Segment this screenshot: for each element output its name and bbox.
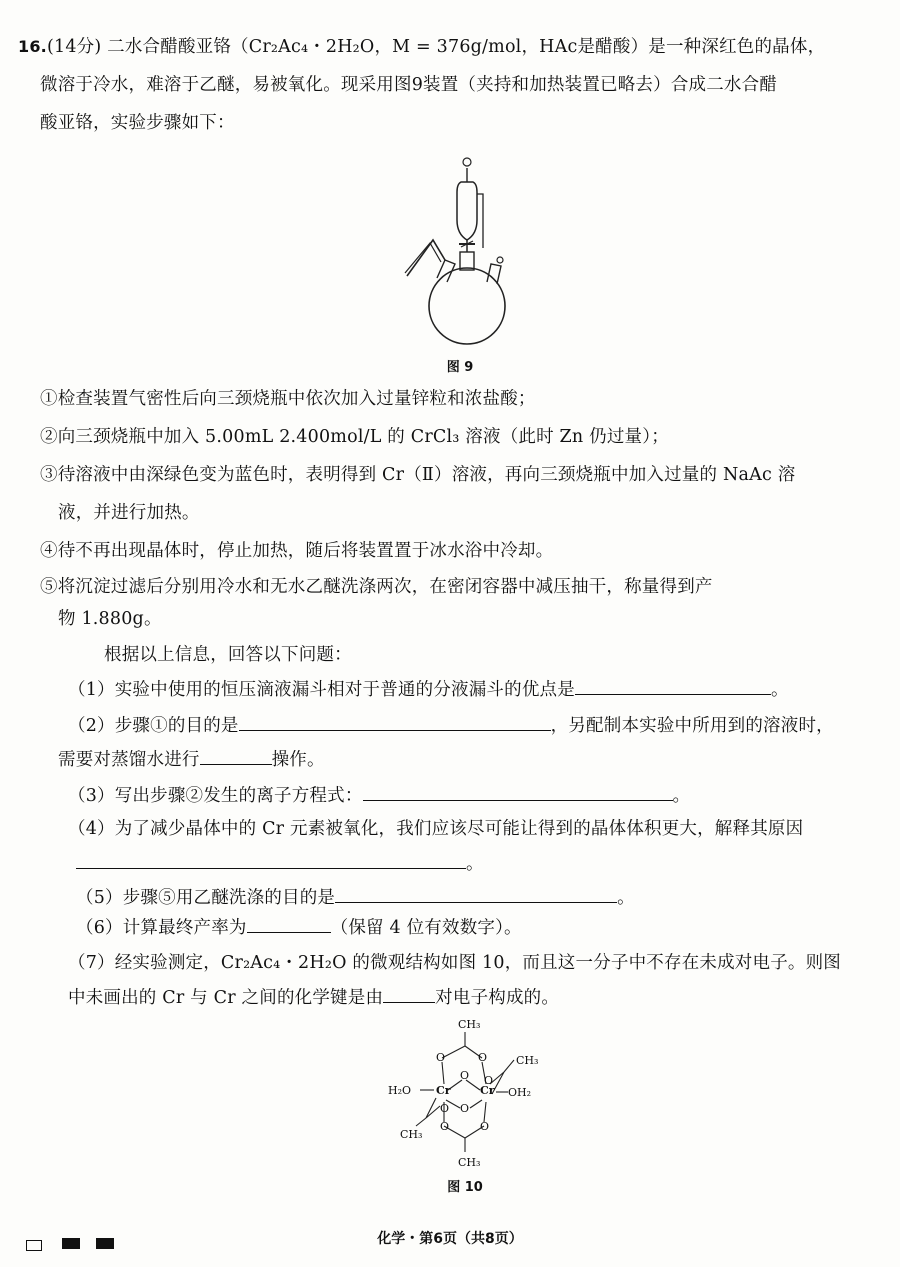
- subquestion-7-text-b: 中未画出的 Cr 与 Cr 之间的化学键是由: [68, 988, 384, 1008]
- page-footer: 化学・第6页（共8页）: [377, 1231, 523, 1247]
- subquestion-6-end: （保留 4 位有效数字）。: [330, 918, 522, 938]
- answer-blank-5[interactable]: [335, 884, 617, 903]
- question-points: (14分): [46, 37, 102, 57]
- subquestion-4-cont: [76, 850, 870, 877]
- figure-9-caption: 图 9: [446, 360, 474, 375]
- subquestion-1: [68, 676, 870, 703]
- label-o-4: O: [484, 1074, 494, 1087]
- label-o-6: O: [460, 1102, 470, 1115]
- answer-blank-6[interactable]: [247, 914, 331, 933]
- footer-mark-outline: [26, 1240, 42, 1251]
- answer-blank-1[interactable]: [575, 676, 771, 695]
- subquestion-4-end: 。: [466, 854, 484, 874]
- answer-blank-7[interactable]: [383, 984, 435, 1003]
- label-oh2-right: OH₂: [508, 1086, 532, 1099]
- figure-10-structure: [380, 1014, 560, 1174]
- question-intro-line1: 二水合醋酸亚铬（Cr₂Ac₄・2H₂O，M = 376g/mol，HAc是醋酸）是一种深红色的晶体，: [107, 37, 826, 57]
- subquestion-7-line1: （7）经实验测定，Cr₂Ac₄・2H₂O 的微观结构如图 10，而且这一分子中不存在未成对电子。则图: [68, 953, 842, 973]
- subquestion-5: [76, 884, 870, 911]
- subquestion-2-text-a: （2）步骤①的目的是: [68, 716, 239, 736]
- label-o-2: O: [478, 1051, 488, 1064]
- subquestion-2: [68, 712, 870, 739]
- subquestion-3: [68, 782, 870, 809]
- step-2: ②向三颈烧瓶中加入 5.00mL 2.400mol/L 的 CrCl₃ 溶液（此时 Zn 仍过量）；: [40, 427, 669, 447]
- label-ch3-right: CH₃: [516, 1054, 539, 1067]
- figure-10-caption: 图 10: [447, 1180, 483, 1195]
- label-o-1: O: [436, 1051, 446, 1064]
- figure-9-apparatus: [395, 148, 535, 348]
- question-intro-line2: 微溶于冷水，难溶于乙醚，易被氧化。现采用图9装置（夹持和加热装置已略去）合成二水合醋: [40, 75, 778, 95]
- question-intro-line3: 酸亚铬，实验步骤如下：: [40, 113, 235, 133]
- label-o-3: O: [460, 1069, 470, 1082]
- label-o-5: O: [440, 1102, 450, 1115]
- label-h2o-left: H₂O: [388, 1084, 412, 1097]
- subquestion-2-text-b: ，另配制本实验中所用到的溶液时，: [550, 716, 834, 736]
- subquestion-7-text-c: 对电子构成的。: [435, 988, 560, 1008]
- subquestion-7-line2: [68, 984, 870, 1011]
- subquestion-5-end: 。: [617, 888, 635, 908]
- question-header: [18, 34, 870, 60]
- subquestion-3-end: 。: [672, 786, 691, 806]
- label-ch3-top: CH₃: [458, 1018, 481, 1031]
- subquestion-3-text: （3）写出步骤②发生的离子方程式：: [68, 786, 363, 806]
- subquestion-2-cont: [58, 746, 870, 773]
- answer-blank-4[interactable]: [76, 850, 466, 869]
- subquestion-1-end: 。: [770, 680, 789, 700]
- step-3-line1: ③待溶液中由深绿色变为蓝色时，表明得到 Cr（Ⅱ）溶液，再向三颈烧瓶中加入过量的 NaAc 溶: [40, 465, 796, 485]
- subquestion-2-text-c: 需要对蒸馏水进行: [58, 750, 200, 770]
- label-ch3-left: CH₃: [400, 1128, 423, 1141]
- subquestion-6: [76, 914, 870, 941]
- question-number: 16.: [18, 37, 47, 56]
- subquestion-2-text-d: 操作。: [271, 750, 325, 770]
- subquestion-6-text: （6）计算最终产率为: [76, 918, 247, 938]
- answer-prompt: 根据以上信息，回答以下问题：: [104, 645, 352, 665]
- step-1: ①检查装置气密性后向三颈烧瓶中依次加入过量锌粒和浓盐酸；: [40, 389, 536, 409]
- label-o-8: O: [480, 1120, 490, 1133]
- answer-blank-2b[interactable]: [200, 746, 272, 765]
- step-3-line2: 液，并进行加热。: [58, 503, 200, 523]
- answer-blank-2a[interactable]: [239, 712, 551, 731]
- footer-mark-solid-1: [62, 1238, 80, 1249]
- footer-mark-solid-2: [96, 1238, 114, 1249]
- step-5-line1: ⑤将沉淀过滤后分别用冷水和无水乙醚洗涤两次，在密闭容器中减压抽干，称量得到产: [40, 577, 713, 597]
- label-o-7: O: [440, 1120, 450, 1133]
- subquestion-1-text: （1）实验中使用的恒压滴液漏斗相对于普通的分液漏斗的优点是: [68, 680, 575, 700]
- subquestion-5-text: （5）步骤⑤用乙醚洗涤的目的是: [76, 888, 336, 908]
- label-ch3-bottom: CH₃: [458, 1156, 481, 1169]
- label-cr-right: Cr: [480, 1084, 495, 1097]
- step-5-line2: 物 1.880g。: [58, 609, 162, 629]
- step-4: ④待不再出现晶体时，停止加热，随后将装置置于冰水浴中冷却。: [40, 541, 554, 561]
- subquestion-4: （4）为了减少晶体中的 Cr 元素被氧化，我们应该尽可能让得到的晶体体积更大，解释其原因: [68, 819, 804, 839]
- label-cr-left: Cr: [436, 1084, 451, 1097]
- answer-blank-3[interactable]: [363, 782, 673, 801]
